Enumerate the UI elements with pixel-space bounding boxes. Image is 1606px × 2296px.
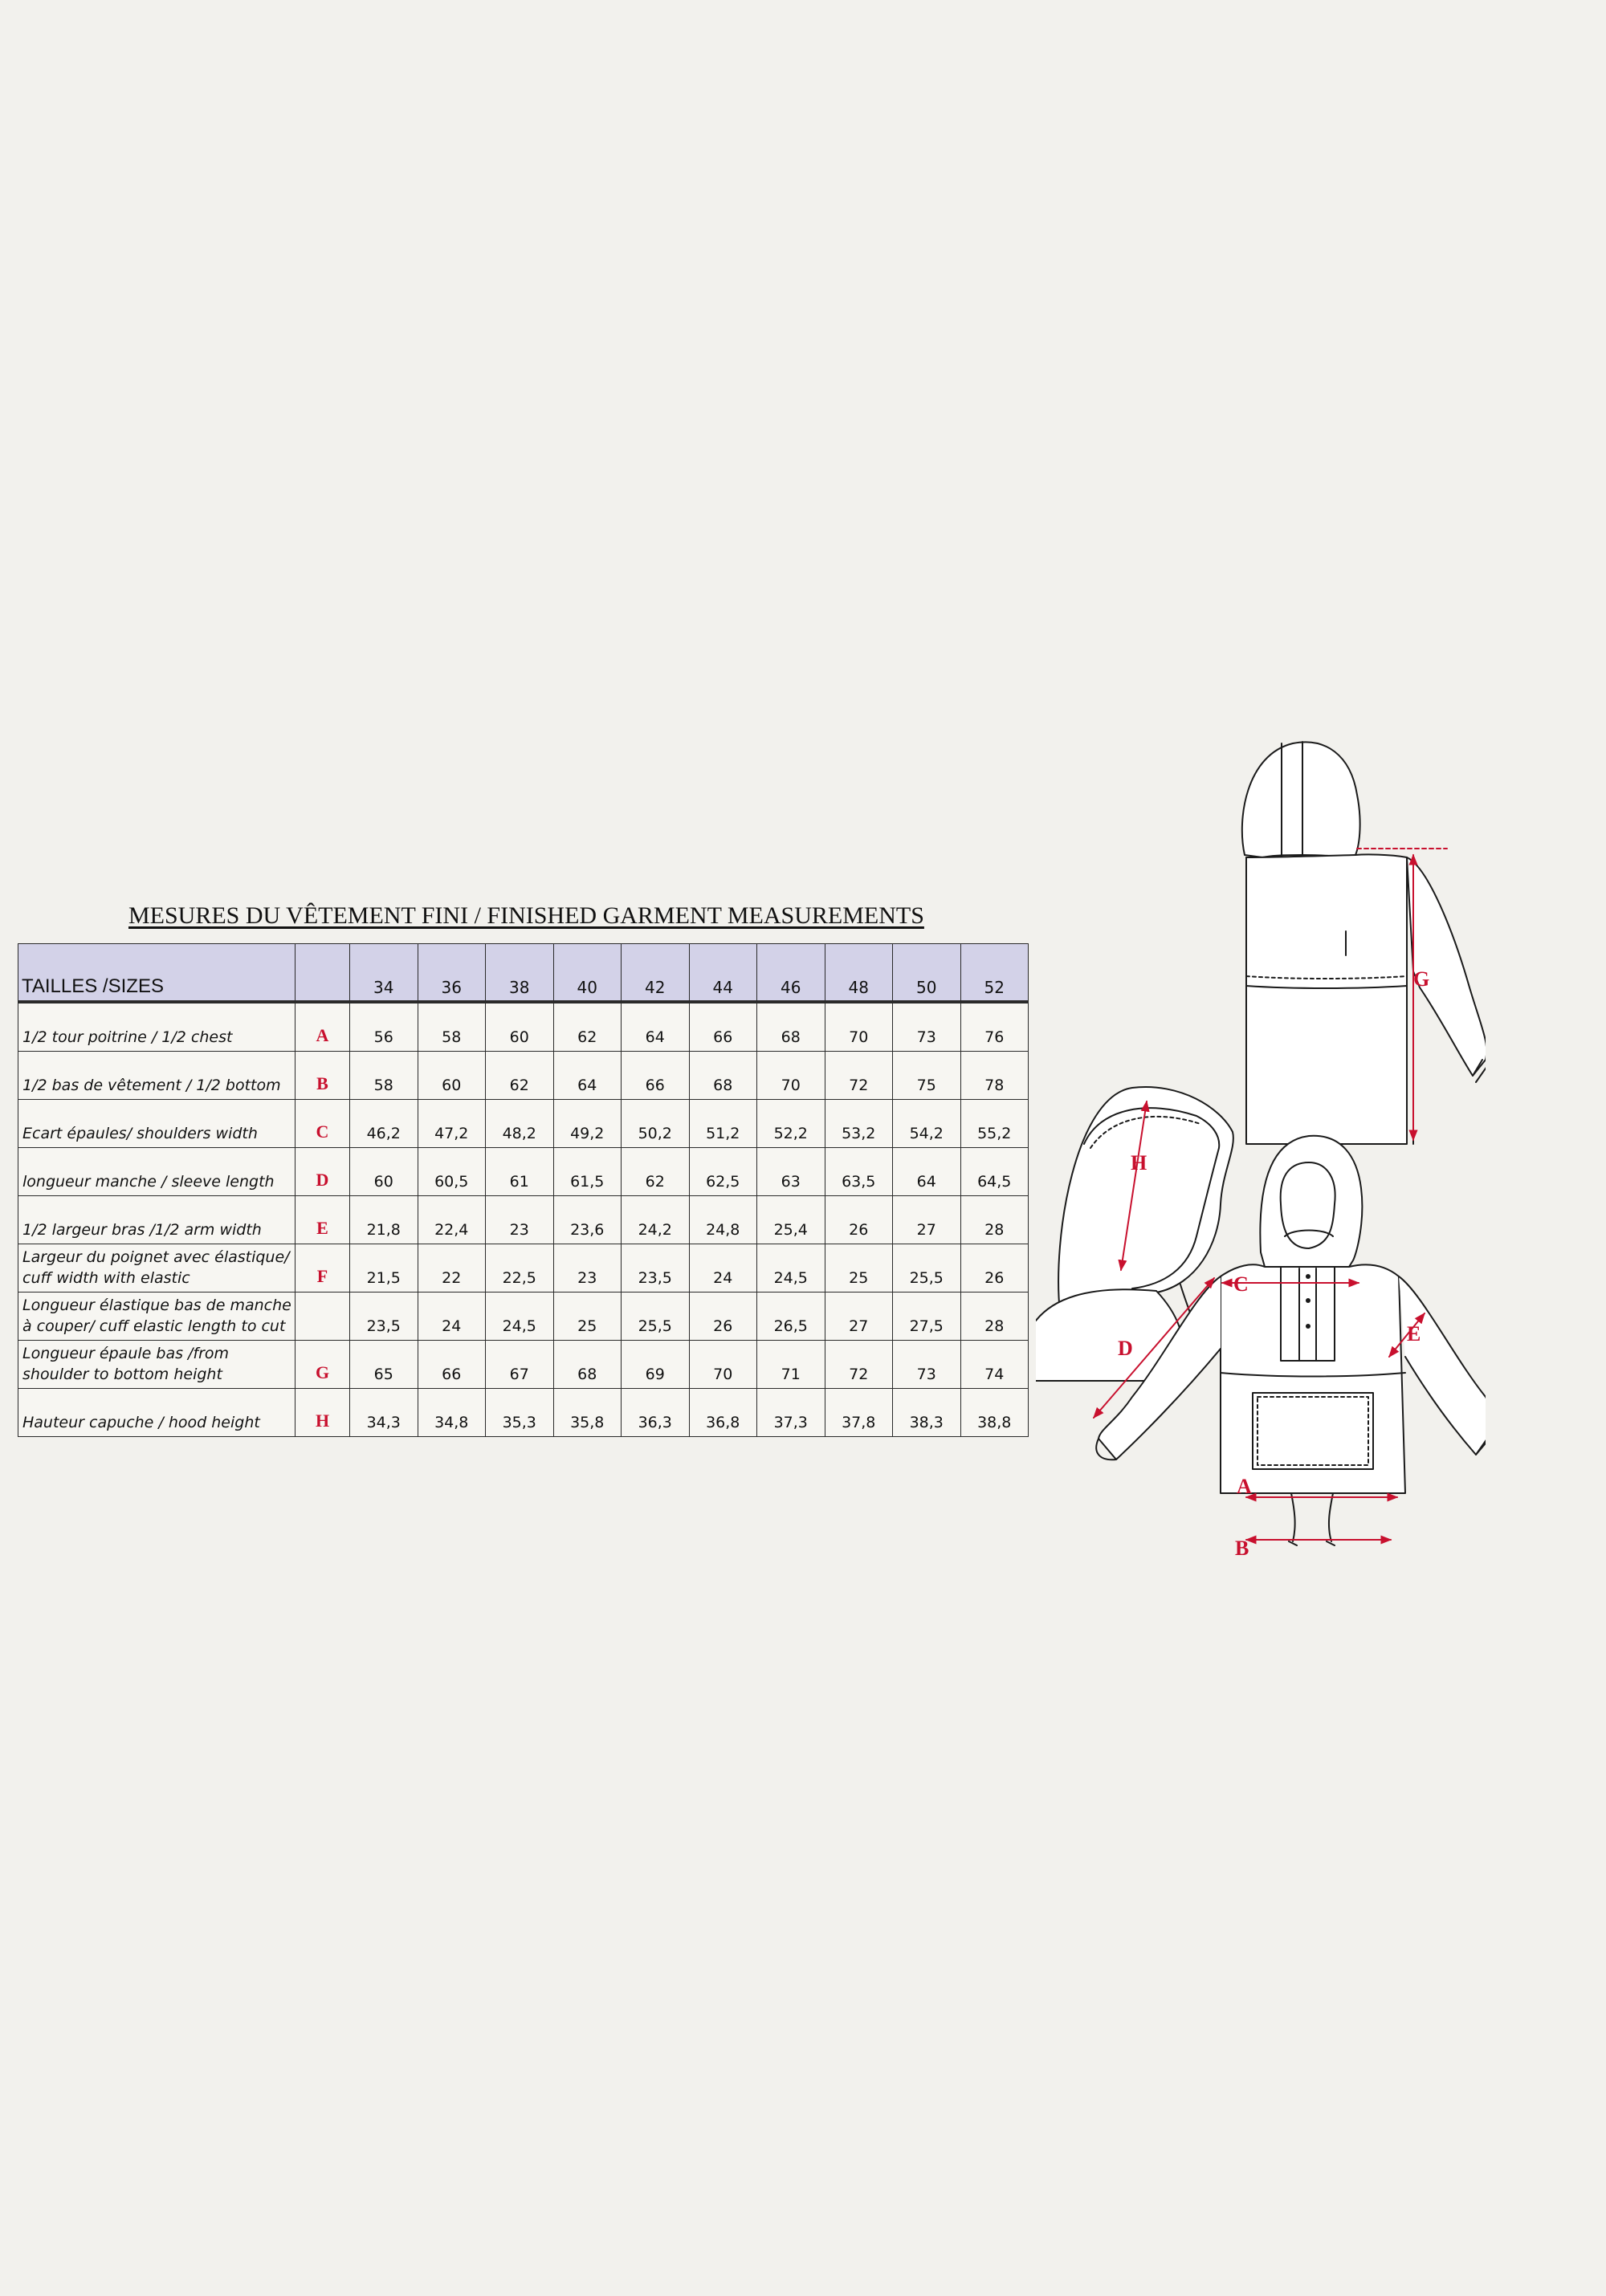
measurement-label: Longueur épaule bas /from shoulder to bottom height [18, 1341, 296, 1389]
measurement-value: 24,2 [622, 1196, 690, 1244]
size-header: 42 [622, 944, 690, 1003]
garment-technical-drawings [1036, 723, 1486, 1573]
measurement-value: 23,5 [350, 1293, 418, 1341]
measurement-value: 73 [893, 1341, 961, 1389]
measurement-code: D [296, 1148, 350, 1196]
measurement-value: 64 [893, 1148, 961, 1196]
measurement-value: 54,2 [893, 1100, 961, 1148]
measurement-value: 25,5 [893, 1244, 961, 1293]
measurement-value: 23 [553, 1244, 622, 1293]
measurement-value: 55,2 [960, 1100, 1029, 1148]
size-header: 34 [350, 944, 418, 1003]
measurement-value: 26,5 [757, 1293, 825, 1341]
measurement-label: 1/2 largeur bras /1/2 arm width [18, 1196, 296, 1244]
measure-label-a: A [1237, 1475, 1252, 1498]
measurement-value: 27,5 [893, 1293, 961, 1341]
measurement-value: 60 [418, 1052, 486, 1100]
measurement-value: 60 [350, 1148, 418, 1196]
table-row [18, 1341, 1029, 1389]
measurement-value: 27 [893, 1196, 961, 1244]
measurement-value: 78 [960, 1052, 1029, 1100]
code-header-cell [296, 944, 350, 1003]
measurement-value: 61 [486, 1148, 554, 1196]
measurement-value: 24,8 [689, 1196, 757, 1244]
page-title: MESURES DU VÊTEMENT FINI / FINISHED GARMENT MEASUREMENTS [128, 902, 924, 929]
measurement-value: 64 [622, 1002, 690, 1052]
measure-label-c: C [1233, 1272, 1249, 1296]
measurement-value: 22,4 [418, 1196, 486, 1244]
measurement-value: 66 [418, 1341, 486, 1389]
measurement-value: 73 [893, 1002, 961, 1052]
measurement-value: 76 [960, 1002, 1029, 1052]
measurement-label: Hauteur capuche / hood height [18, 1389, 296, 1437]
size-header: 46 [757, 944, 825, 1003]
size-header: 40 [553, 944, 622, 1003]
table-row [18, 1052, 1029, 1100]
measurement-value: 22 [418, 1244, 486, 1293]
table-row [18, 1002, 1029, 1052]
measurement-value: 74 [960, 1341, 1029, 1389]
measurement-value: 28 [960, 1196, 1029, 1244]
table-row [18, 1293, 1029, 1341]
measurement-value: 75 [893, 1052, 961, 1100]
measurement-label: longueur manche / sleeve length [18, 1148, 296, 1196]
measurement-value: 71 [757, 1341, 825, 1389]
measurement-value: 26 [689, 1293, 757, 1341]
measurement-value: 66 [622, 1052, 690, 1100]
measurement-value: 38,3 [893, 1389, 961, 1437]
measurement-value: 38,8 [960, 1389, 1029, 1437]
measurement-value: 63 [757, 1148, 825, 1196]
measurement-value: 49,2 [553, 1100, 622, 1148]
measurement-value: 62 [622, 1148, 690, 1196]
size-header: 44 [689, 944, 757, 1003]
measurement-value: 63,5 [825, 1148, 893, 1196]
measurement-code: A [296, 1002, 350, 1052]
measurement-value: 24,5 [486, 1293, 554, 1341]
measurement-value: 36,8 [689, 1389, 757, 1437]
table-row [18, 1100, 1029, 1148]
measurement-code: G [296, 1341, 350, 1389]
table-row [18, 1389, 1029, 1437]
measurement-value: 23,6 [553, 1196, 622, 1244]
measurement-value: 21,8 [350, 1196, 418, 1244]
measurement-value: 72 [825, 1052, 893, 1100]
size-header: 48 [825, 944, 893, 1003]
measure-label-b: B [1235, 1537, 1249, 1560]
measurement-value: 24 [418, 1293, 486, 1341]
measure-label-e: E [1407, 1322, 1421, 1345]
measure-label-g: G [1413, 967, 1430, 991]
measurement-code: E [296, 1196, 350, 1244]
measurement-table [18, 943, 1029, 1437]
measurement-value: 64 [553, 1052, 622, 1100]
measurement-value: 68 [689, 1052, 757, 1100]
measurement-value: 34,3 [350, 1389, 418, 1437]
measurement-code: C [296, 1100, 350, 1148]
measurement-value: 70 [757, 1052, 825, 1100]
measurement-value: 35,3 [486, 1389, 554, 1437]
measurement-value: 61,5 [553, 1148, 622, 1196]
measurement-value: 47,2 [418, 1100, 486, 1148]
measurement-value: 58 [350, 1052, 418, 1100]
measurement-value: 28 [960, 1293, 1029, 1341]
measurement-value: 23,5 [622, 1244, 690, 1293]
measurement-value: 62,5 [689, 1148, 757, 1196]
measurement-label: 1/2 bas de vêtement / 1/2 bottom [18, 1052, 296, 1100]
measurement-value: 48,2 [486, 1100, 554, 1148]
measurement-code: F [296, 1244, 350, 1293]
measurement-value: 60 [486, 1002, 554, 1052]
measure-label-h: H [1131, 1151, 1147, 1174]
table-row [18, 1196, 1029, 1244]
measurement-value: 24 [689, 1244, 757, 1293]
measurement-label: Longueur élastique bas de manche à couper/ cuff elastic length to cut [18, 1293, 296, 1341]
size-header: 36 [418, 944, 486, 1003]
table-row [18, 1148, 1029, 1196]
measurement-value: 51,2 [689, 1100, 757, 1148]
table-row [18, 1244, 1029, 1293]
measurement-value: 26 [825, 1196, 893, 1244]
measurement-value: 62 [553, 1002, 622, 1052]
measurement-code [296, 1293, 350, 1341]
measure-label-d: D [1118, 1337, 1133, 1360]
measurement-value: 22,5 [486, 1244, 554, 1293]
measurement-value: 35,8 [553, 1389, 622, 1437]
measurement-label: Largeur du poignet avec élastique/ cuff width with elastic [18, 1244, 296, 1293]
measurement-value: 37,8 [825, 1389, 893, 1437]
measurement-value: 67 [486, 1341, 554, 1389]
measurement-code: B [296, 1052, 350, 1100]
measurement-value: 52,2 [757, 1100, 825, 1148]
size-header: 38 [486, 944, 554, 1003]
measurement-label: 1/2 tour poitrine / 1/2 chest [18, 1002, 296, 1052]
measurement-value: 37,3 [757, 1389, 825, 1437]
measurement-value: 23 [486, 1196, 554, 1244]
measurement-value: 25 [553, 1293, 622, 1341]
measurement-value: 36,3 [622, 1389, 690, 1437]
size-header: 50 [893, 944, 961, 1003]
measurement-value: 69 [622, 1341, 690, 1389]
measurement-value: 66 [689, 1002, 757, 1052]
measurement-value: 70 [825, 1002, 893, 1052]
measurement-value: 25 [825, 1244, 893, 1293]
measurement-value: 60,5 [418, 1148, 486, 1196]
measurement-value: 53,2 [825, 1100, 893, 1148]
measurement-value: 27 [825, 1293, 893, 1341]
measurement-value: 62 [486, 1052, 554, 1100]
measurement-value: 56 [350, 1002, 418, 1052]
measurement-value: 68 [553, 1341, 622, 1389]
measurement-value: 70 [689, 1341, 757, 1389]
measurement-label: Ecart épaules/ shoulders width [18, 1100, 296, 1148]
measurement-value: 26 [960, 1244, 1029, 1293]
measurement-code: H [296, 1389, 350, 1437]
measurement-value: 58 [418, 1002, 486, 1052]
measurement-value: 64,5 [960, 1148, 1029, 1196]
measurement-value: 72 [825, 1341, 893, 1389]
measurement-value: 25,4 [757, 1196, 825, 1244]
measurement-value: 50,2 [622, 1100, 690, 1148]
table-header-row [18, 944, 1029, 1003]
measurement-value: 46,2 [350, 1100, 418, 1148]
measurement-value: 24,5 [757, 1244, 825, 1293]
measurement-value: 68 [757, 1002, 825, 1052]
size-header: 52 [960, 944, 1029, 1003]
sizes-header-label: TAILLES /SIZES [18, 944, 296, 1003]
measurement-value: 21,5 [350, 1244, 418, 1293]
measurement-value: 25,5 [622, 1293, 690, 1341]
measurement-value: 34,8 [418, 1389, 486, 1437]
back-view-drawing [1242, 742, 1486, 1144]
measurement-value: 65 [350, 1341, 418, 1389]
